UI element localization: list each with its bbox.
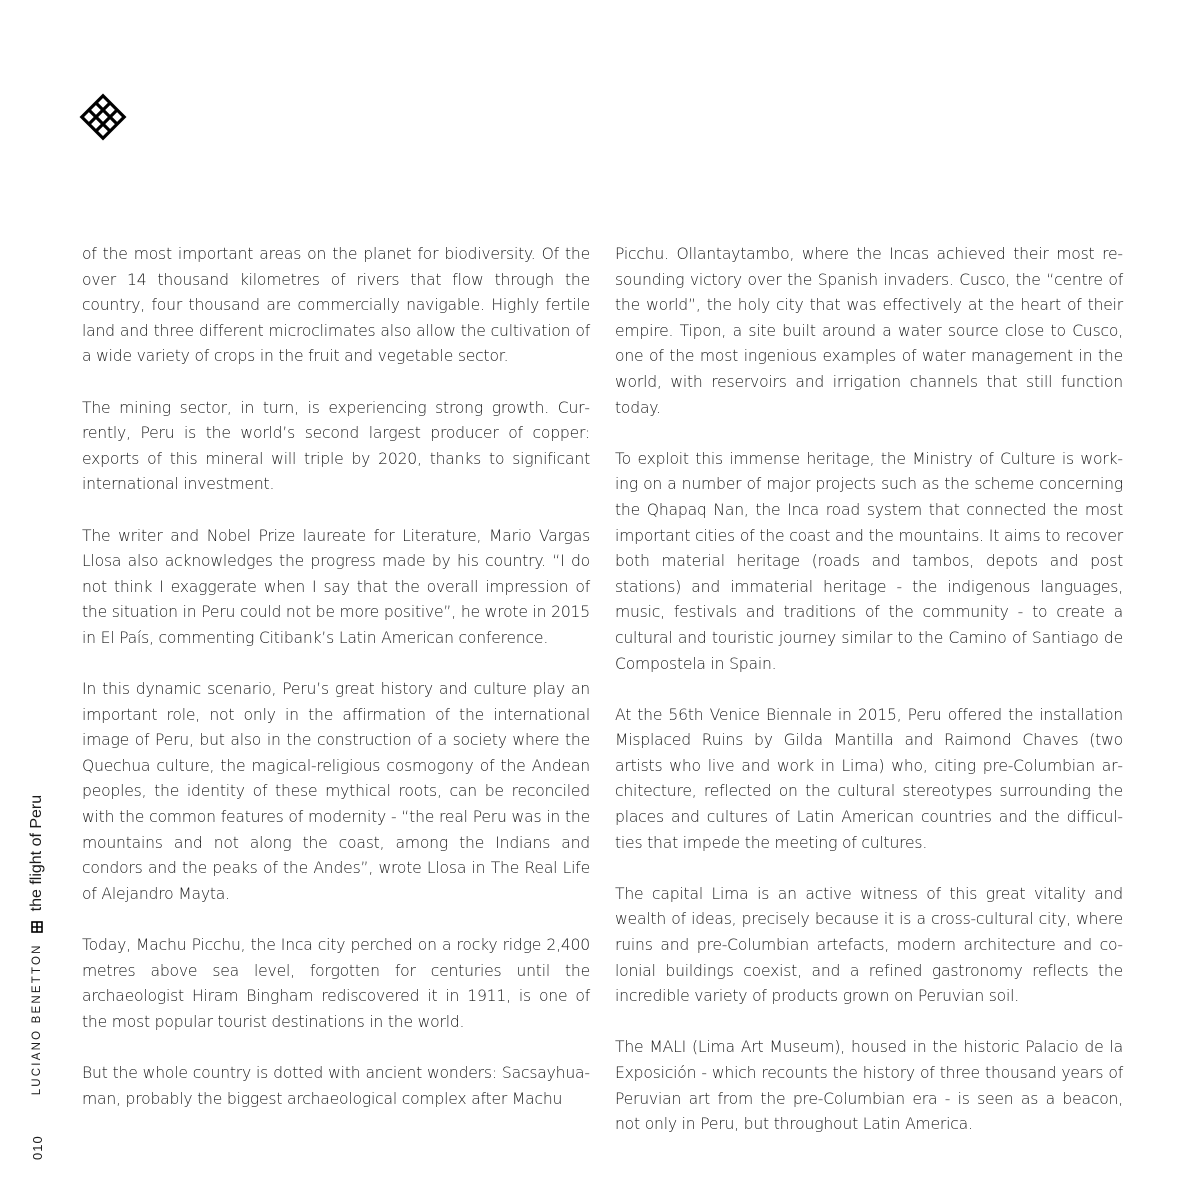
paragraph: The mining sector, in turn, is experiencing strong growth. Currently, Peru is the world’s second largest producer of copper: exports of this mineral will triple by 2020, thanks to significant international investment. (82, 398, 590, 494)
left-text-column (82, 242, 590, 1138)
paragraph: The capital Lima is an active witness of this great vitality and wealth of ideas, precisely because it is a cross-cultural city, where ruins and pre-Columbian artefacts, modern architecture and colonial buildings coexist, and a refined gastronomy reflects the incredible variety of products grown on Peruvian soil. (615, 884, 1123, 1006)
author-name: LUCIANO BENETTON (31, 943, 43, 1096)
paragraph: The MALI (Lima Art Museum), housed in the historic Palacio de la Exposición - which recounts the history of three thousand years of Peruvian art from the pre-Columbian era - is seen as a beacon, not only in Peru, but throughout Latin America. (615, 1038, 1123, 1134)
page-number: 010 (29, 1135, 45, 1160)
right-text-column (615, 242, 1123, 1163)
paragraph: Picchu. Ollantaytambo, where the Incas achieved their most resounding victory over the Spanish invaders. Cusco, the “centre of the world”, the holy city that was effectively at the heart of their empire. Tipon, a site built around a water source close to Cusco, one of the most ingenious examples of water management in the world, with reservoirs and irrigation channels that still function today. (615, 245, 1123, 417)
book-title: the flight of Peru (28, 794, 45, 912)
paragraph: But the whole country is dotted with ancient wonders: Sacsayhuaman, probably the biggest archaeological complex after Machu (82, 1064, 590, 1108)
paragraph: The writer and Nobel Prize laureate for Literature, Mario Vargas Llosa also acknowledges the progress made by his country. “I do not think I exaggerate when I say that the overall impression of the situation in Peru could not be more positive”, he wrote in 2015 in El País, commenting Citibank’s Latin American conference. (82, 526, 590, 647)
square-grid-icon (31, 921, 43, 933)
paragraph: At the 56th Venice Biennale in 2015, Peru offered the installation Misplaced Ruins by Gilda Mantilla and Raimond Chaves (two artists who live and work in Lima) who, citing pre-Columbian architecture, reflected on the cultural stereotypes surrounding the places and cultures of Latin American countries and the difficulties that impede the meeting of cultures. (615, 705, 1123, 852)
paragraph: Today, Machu Picchu, the Inca city perched on a rocky ridge 2,400 metres above sea level, forgotten for centuries until the archaeologist Hiram Bingham rediscovered it in 1911, is one of the most popular tourist destinations in the world. (82, 936, 590, 1031)
paragraph: of the most important areas on the planet for biodiversity. Of the over 14 thousand kilometres of rivers that flow through the country, four thousand are commercially navigable. Highly fertile land and three different microclimates also allow the cultivation of a wide variety of crops in the fruit and vegetable sector. (82, 245, 590, 366)
paragraph: In this dynamic scenario, Peru’s great history and culture play an important role, not only in the affirmation of the international image of Peru, but also in the construction of a society where the Quechua culture, the magical-religious cosmogony of the Andean peoples, the identity of these mythical roots, can be reconciled with the common features of modernity - “the real Peru was in the mountains and not along the coast, among the Indians and condors and the peaks of the Andes”, wrote Llosa in The Real Life of Alejandro Mayta. (82, 680, 590, 903)
page-spine-footer (28, 795, 46, 1160)
diamond-grid-logo-icon (79, 93, 127, 141)
paragraph: To exploit this immense heritage, the Ministry of Culture is working on a number of major projects such as the scheme concerning the Qhapaq Nan, the Inca road system that connected the most important cities of the coast and the mountains. It aims to recover both material heritage (roads and tambos, depots and post stations) and immaterial heritage - the indigenous languages, music, festivals and traditions of the community - to create a cultural and touristic journey similar to the Camino of Santiago de Compostela in Spain. (615, 449, 1123, 673)
